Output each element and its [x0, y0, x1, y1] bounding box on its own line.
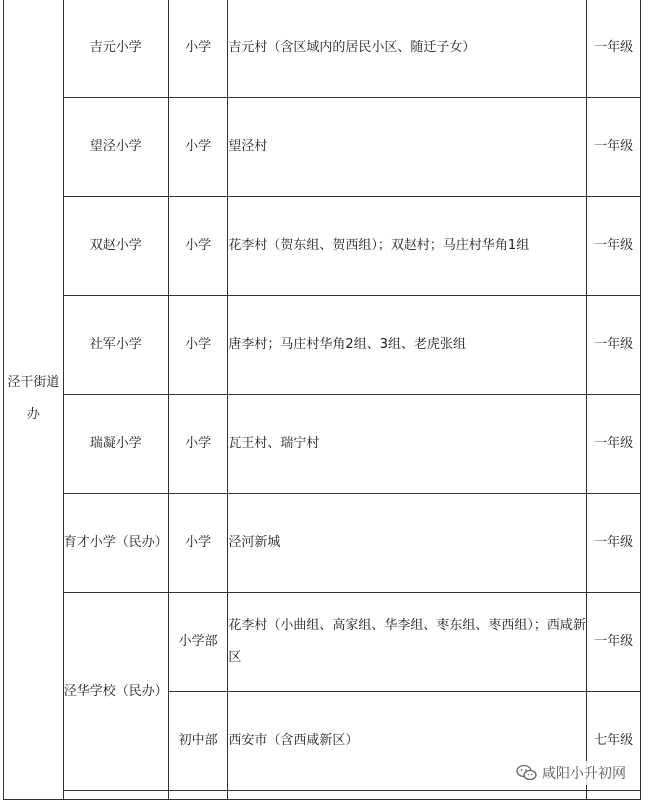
- school-cell: [63, 395, 168, 494]
- grade-cell: [587, 0, 641, 98]
- service-area: 吉元村（含区域内的居民小区、随迁子女）: [228, 40, 476, 55]
- type-cell: [168, 197, 228, 296]
- service-area: 西安市（含西咸新区）: [228, 733, 359, 748]
- table-row: [4, 0, 641, 98]
- service-area: 望泾村: [228, 139, 268, 154]
- school-cell: [63, 98, 168, 197]
- service-area: 唐李村；马庄村华角2组、3组、老虎张组: [228, 337, 466, 352]
- enrollment-grade: 一年级: [594, 337, 634, 352]
- area-cell: [228, 296, 587, 395]
- area-cell: [228, 98, 587, 197]
- school-name: 社军小学: [89, 337, 142, 352]
- enrollment-grade: 七年级: [594, 733, 634, 748]
- grade-cell: [587, 791, 641, 800]
- school-type: 初中部: [178, 733, 218, 748]
- table-row: [4, 98, 641, 197]
- school-name: 双赵小学: [89, 238, 142, 253]
- table-row: [4, 593, 641, 692]
- table-row: [4, 296, 641, 395]
- type-cell: [168, 0, 228, 98]
- type-cell: [168, 791, 228, 800]
- school-cell: [63, 494, 168, 593]
- type-cell: [168, 98, 228, 197]
- school-type: 小学部: [178, 634, 218, 649]
- area-cell: [228, 791, 587, 800]
- type-cell: [168, 296, 228, 395]
- table-row: [4, 494, 641, 593]
- type-cell: [168, 593, 228, 692]
- watermark-text: 咸阳小升初网: [542, 766, 626, 782]
- area-cell: [228, 593, 587, 692]
- school-name: 望泾小学: [89, 139, 142, 154]
- school-name: 吉元小学: [89, 40, 142, 55]
- school-cell: [63, 791, 168, 800]
- school-cell: [63, 197, 168, 296]
- district-name: 泾干街道办: [7, 375, 60, 422]
- table-row: [4, 395, 641, 494]
- school-type: 小学: [185, 337, 212, 352]
- area-cell: [228, 395, 587, 494]
- enrollment-grade: 一年级: [594, 634, 634, 649]
- enrollment-grade: 一年级: [594, 139, 634, 154]
- grade-cell: [587, 98, 641, 197]
- school-name: 瑞凝小学: [89, 436, 142, 451]
- enrollment-grade: 一年级: [594, 535, 634, 550]
- service-area: 泾河新城: [228, 535, 281, 550]
- area-cell: [228, 197, 587, 296]
- school-type: 小学: [185, 238, 212, 253]
- service-area: 瓦王村、瑞宁村: [228, 436, 320, 451]
- grade-cell: [587, 197, 641, 296]
- school-cell: [63, 0, 168, 98]
- enrollment-grade: 一年级: [594, 436, 634, 451]
- school-type: 小学: [185, 535, 212, 550]
- type-cell: [168, 692, 228, 791]
- grade-cell: [587, 395, 641, 494]
- school-name: 育才小学（民办）: [63, 535, 168, 550]
- school-name: 泾华学校（民办）: [63, 683, 168, 699]
- table-row: [4, 197, 641, 296]
- district-cell: [4, 0, 64, 800]
- grade-cell: [587, 593, 641, 692]
- school-cell: [63, 296, 168, 395]
- service-area: 花李村（小曲组、高家组、华李组、枣东组、枣西组）；西咸新区: [228, 618, 586, 665]
- service-area: 花李村（贺东组、贺西组）；双赵村；马庄村华角1组: [228, 238, 530, 253]
- enrollment-grade: 一年级: [594, 40, 634, 55]
- school-type: 小学: [185, 139, 212, 154]
- table-row-partial: [4, 791, 641, 800]
- watermark: [512, 761, 630, 785]
- enrollment-grade: 一年级: [594, 238, 634, 253]
- area-cell: [228, 0, 587, 98]
- school-type: 小学: [185, 436, 212, 451]
- grade-cell: [587, 494, 641, 593]
- wechat-icon: [516, 764, 538, 782]
- school-cell: [63, 593, 168, 791]
- grade-cell: [587, 296, 641, 395]
- area-cell: [228, 494, 587, 593]
- type-cell: [168, 494, 228, 593]
- type-cell: [168, 395, 228, 494]
- enrollment-zone-table: [3, 0, 641, 800]
- school-type: 小学: [185, 40, 212, 55]
